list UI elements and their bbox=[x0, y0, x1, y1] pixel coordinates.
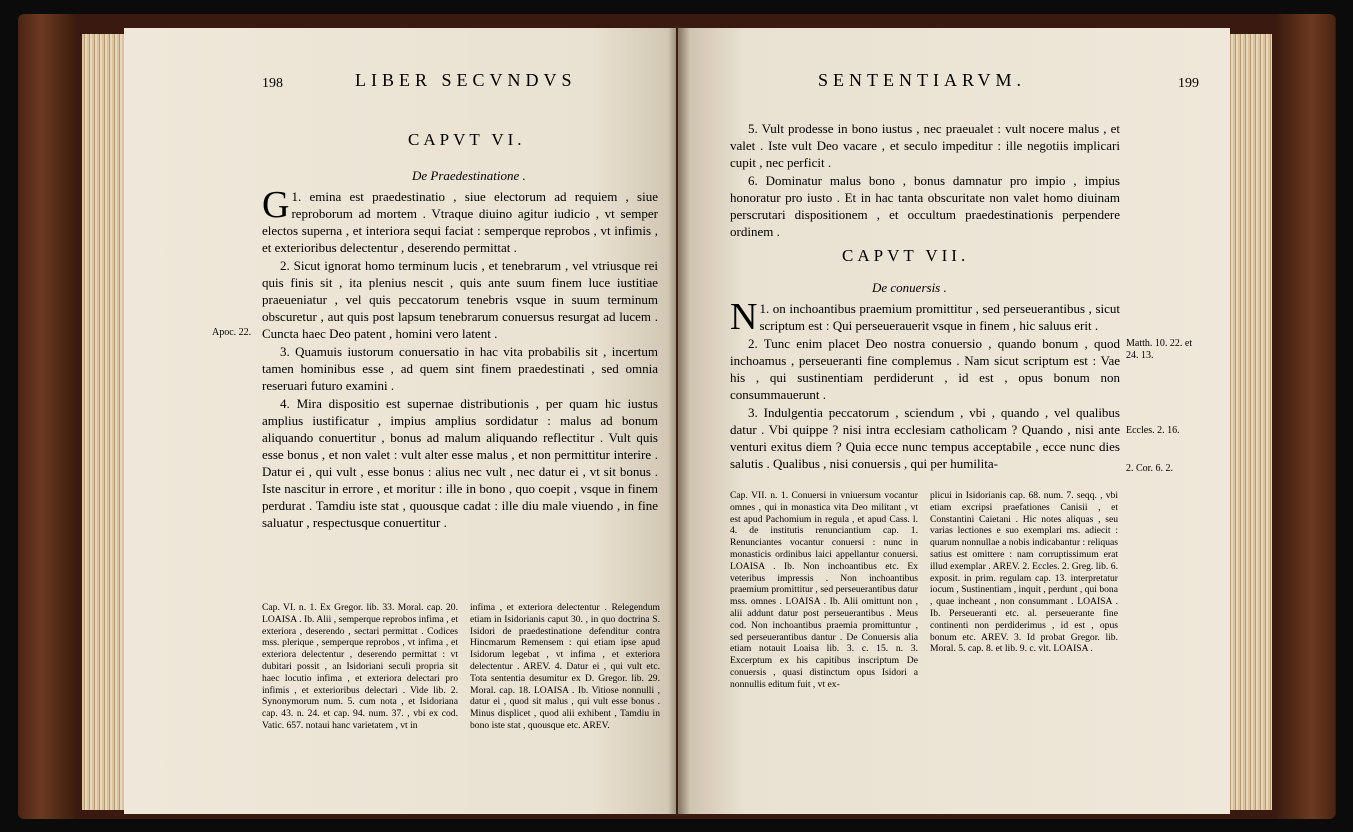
footnotes-left-col1: Cap. VI. n. 1. Ex Gregor. lib. 33. Moral. cap. 20. LOAISA . Ib. Alii , semperque reprobos infima , et exteriora , deserendo , sectari permittat . Codices mss. plerique , semperque reprobos , vt infima , et exteriora delectentur , deserendo permittat : vt dubitari possit , an Isidoriani seculi propria sit haec locutio infima , et exteriora delectari pro infimis , et exterioribus delectari . Vide lib. 2. Synonymorum num. 5. cum nota , et Isidoriana cap. 43. n. 24. et cap. 94. num. 37. , vbi ex cod. Vatic. 657. notaui hanc varietatem , vt in bbox=[262, 602, 458, 731]
book-gutter bbox=[668, 26, 690, 816]
paragraph: 6. Dominatur malus bono , bonus damnatur pro impio , impius honoratur pro iusto . Et in hac tanta obscuritate non valet homo diuinam perscrutari dispositionem , et occultum praedestinationis perpendere ordinem . bbox=[730, 173, 1120, 239]
drop-initial: G bbox=[262, 184, 290, 226]
paragraph: 3. Indulgentia peccatorum , sciendum , vbi , quando , vel qualibus datur . Vbi quippe ? nisi intra ecclesiam catholicam ? Quando , nisi ante venturi exitus diem ? Quia ecce nunc tempus acceptabile , ecce nunc dies salutis . Qualibus , nisi conuersis , qui per humilita- bbox=[730, 405, 1120, 471]
right-cover-edge bbox=[1277, 14, 1335, 819]
left-body-text bbox=[262, 184, 658, 532]
right-page-edges bbox=[1228, 34, 1272, 810]
margin-note-eccles: Eccles. 2. 16. bbox=[1126, 425, 1180, 436]
chapter-title-right: CAPVT VII. bbox=[842, 246, 970, 265]
chapter-subtitle-left: De Praedestinatione . bbox=[412, 168, 526, 183]
left-cover-edge bbox=[18, 14, 76, 819]
chapter-subtitle-right: De conuersis . bbox=[872, 280, 947, 295]
drop-initial: N bbox=[730, 296, 758, 338]
footnotes-left-col2: infima , et exteriora delectentur . Relegendum etiam in Isidorianis caput 30. , in quo doctrina S. Isidori de praedestinatione defenditur contra Hincmarum Remensem : qui etiam ipse apud Isidorum legebat , vt infima , et exteriora delectentur . AREV. 4. Datur ei , qui vult etc. Tota sententia desumitur ex D. Gregor. lib. 29. Moral. cap. 18. LOAISA . Ib. Vitiose nonnulli , datur ei , quod sit malus , qui vult esse bonus . Minus displicet , quod alii exhibent , Tamdiu in bono iste stat , quousque etc. AREV. bbox=[470, 602, 660, 731]
margin-note-cor: 2. Cor. 6. 2. bbox=[1126, 463, 1173, 474]
right-body-top bbox=[730, 120, 1120, 241]
paragraph: 5. Vult prodesse in bono iustus , nec praeualet : vult nocere malus , et valet . Iste vult Deo vacare , et seculo impeditur : ille negotiis implicari cupit , nec perficit . bbox=[730, 121, 1120, 170]
right-body-text bbox=[730, 296, 1120, 473]
running-head-left: LIBER SECVNDVS bbox=[355, 70, 577, 90]
footnotes-right-col2: plicui in Isidorianis cap. 68. num. 7. seqq. , vbi etiam excripsi praefationes Canisii , et Constantini Caietani . Hic notes aliquas , seu varias lectiones e suo exemplari ms. adiecit : quarum nonnullae a nobis indicabantur : reliquas satius est omittere : nam corruptissimum erat illud exemplar . AREV. 2. Eccles. 2. Greg. lib. 6. exposit. in prim. regulam cap. 13. interpretatur iocum , Sustinentiam , inquit , perdunt , qui bona , quae incheant , non consummant . LOAISA . Ib. Perseueranti etc. al. perseuerante fine continenti non perdiderimus , id est , opus bonum etc. AREV. 3. Id probat Gregor. lib. Moral. 5. cap. 8. et lib. 9. c. vlt. LOAISA . bbox=[930, 490, 1118, 655]
paragraph: G 1. emina est praedestinatio , siue electorum ad requiem , siue reproborum ad mortem . Vtraque diuino agitur iudicio , vt semper electos superna , et interiora sequi faciat : semperque reprobos , vt infimis , et exterioribus delectentur , deserendo permittat . bbox=[262, 184, 658, 255]
running-head-right: SENTENTIARVM. bbox=[818, 70, 1027, 90]
paragraph: 3. Quamuis iustorum conuersatio in hac vita probabilis sit , incertum tamen hominibus esse , ad quem sint finem praedestinati , sed omnia reseruari futuro examini . bbox=[262, 344, 658, 393]
margin-note-matth: Matth. 10. 22. et 24. 13. bbox=[1126, 338, 1193, 361]
page-number-left: 198 bbox=[262, 76, 283, 91]
paragraph: N 1. on inchoantibus praemium promittitur , sed perseuerantibus , sicut scriptum est : Qui perseuerauerit vsque in finem , hic saluus erit . bbox=[730, 296, 1120, 338]
footnotes-right-col1: Cap. VII. n. 1. Conuersi in vniuersum vocantur omnes , qui in monastica vita Deo militant , vt est apud Pachomium in regula , et apud Cass. l. 4. de institutis renunciantium cap. 1. Renunciantes vocantur conuersi : nunc in monasticis ordinibus laici appellantur conuersi. LOAISA . Ib. Non inchoantibus etc. Ex veteribus impressis . Non inchoantibus praemium promittitur , sed perseuerantibus datur mss. omnes . LOAISA . Ib. Alii omittunt non , alii addunt datur post perseuerantibus . Meus cod. Non inchoantibus praemia promittuntur , sed perseuerantibus dantur . De Conuersis alia etiam notauit Loaisa lib. 3. c. 15. n. 3. Excerptum ex his capitibus inscriptum De conuersis , quasi distinctum opus Isidori a nonnullis editum fuit , vt ex- bbox=[730, 490, 918, 690]
margin-note-left: Apoc. 22. bbox=[212, 327, 252, 338]
paragraph: 4. Mira dispositio est supernae distributionis , per quam hic iustus amplius iustificatur , impius amplius sordidatur : malus ad bonum aliquando conuertitur , bonus ad malum aliquando reflectitur . Vult quis esse bonus , et non valet : vult alter esse malus , et non permittitur interire . Datur ei , qui vult , esse bonus : alius nec vult , nec datur ei , vt sit bonus . Iste nascitur in errore , et moritur : ille in bono , quo coepit , vsque in finem perdurat . Tamdiu iste stat , quousque cadat : ille diu male viuendo , in fine saluatur , respectusque conuertitur . bbox=[262, 396, 658, 530]
chapter-title-left: CAPVT VI. bbox=[408, 130, 526, 149]
page-number-right: 199 bbox=[1178, 76, 1199, 91]
paragraph: 2. Tunc enim placet Deo nostra conuersio , quando bonum , quod inchoamus , perseueranti fine complemus . Nam sicut scriptum est : Vae his , qui sustinentiam perdiderunt , id est , opus bonum non consummauerunt . bbox=[730, 336, 1120, 402]
left-page-edges bbox=[82, 34, 126, 810]
paragraph: 2. Sicut ignorat homo terminum lucis , et tenebrarum , vel vtriusque rei quis finis sit , ita plenius nescit , quis ante suum finem luce iustitiae praeueniatur , vel quis peccatorum tenebris vsque in suum terminum obscuretur , aut quis post lapsum tenebrarum conuersus resurgat ad lucem . Cuncta haec Deo patent , homini vero latent . bbox=[262, 258, 658, 341]
